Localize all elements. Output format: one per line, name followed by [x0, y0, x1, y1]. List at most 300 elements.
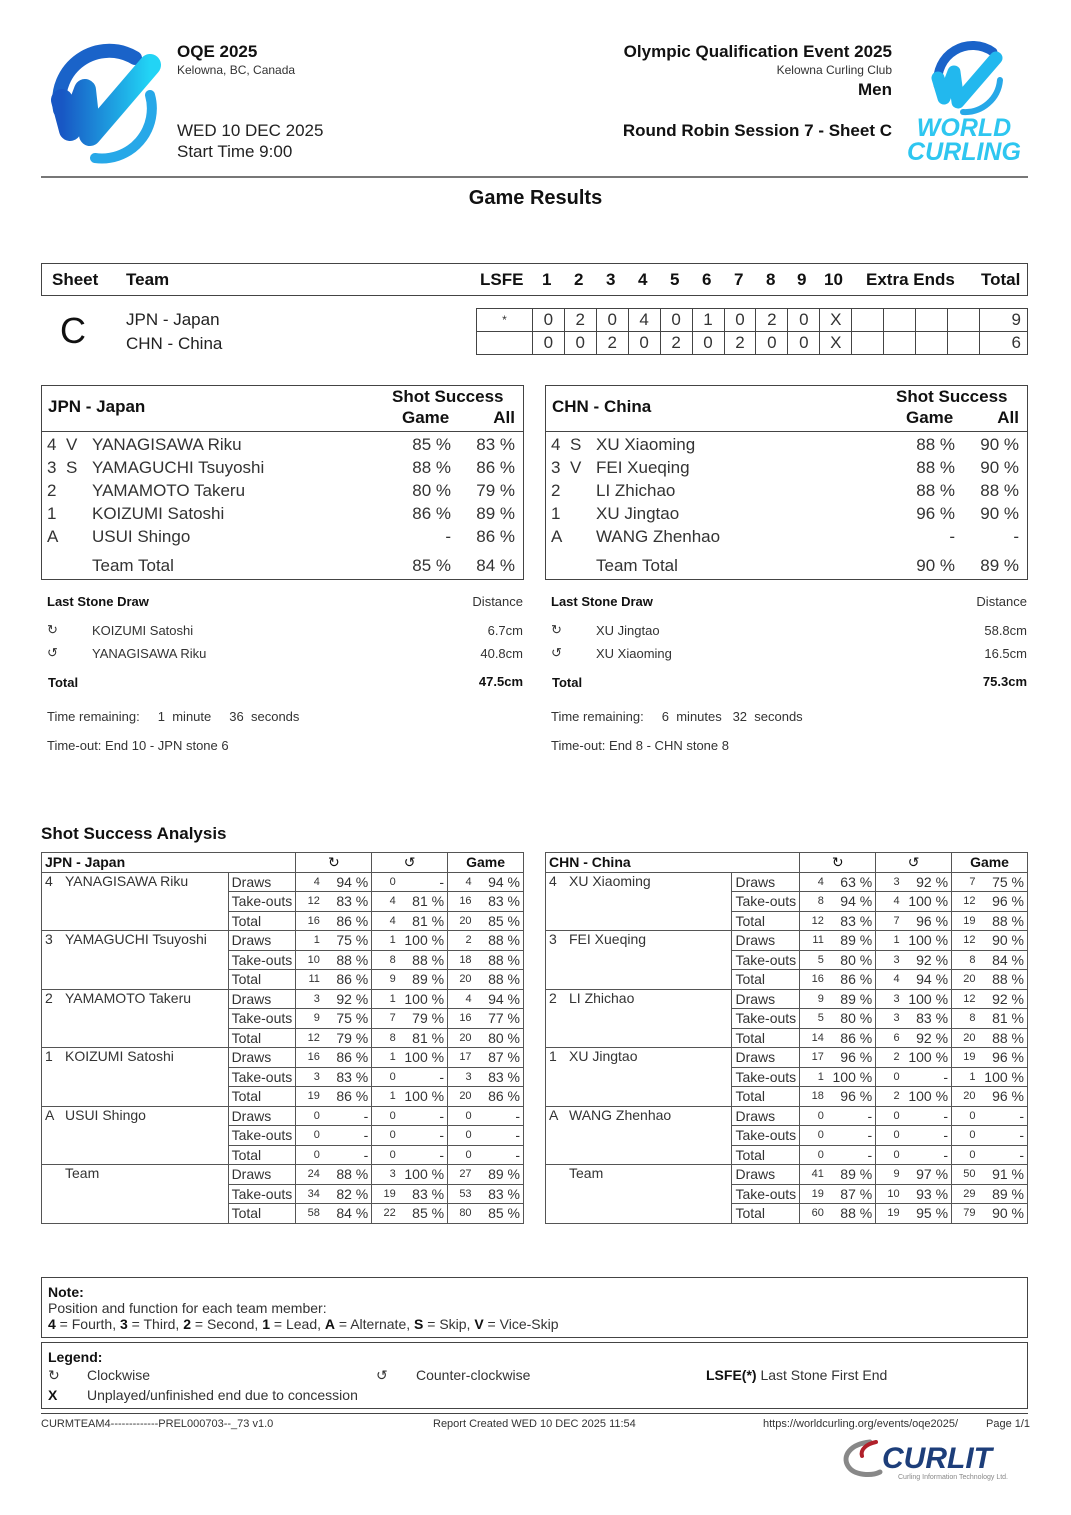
- shot-count: 1: [372, 931, 396, 951]
- shot-pct: 81 %: [976, 1009, 1028, 1029]
- shot-count: 0: [296, 1106, 320, 1126]
- shot-count: 18: [448, 950, 472, 970]
- shot-pct: 84 %: [320, 1204, 372, 1224]
- shot-pct: 100 %: [976, 1067, 1028, 1087]
- ssa-row: [546, 1165, 1028, 1185]
- extra-ends-header: Extra Ends: [866, 270, 955, 289]
- shot-count: 53: [448, 1184, 472, 1204]
- end-header-10: 10: [824, 270, 843, 289]
- shot-pct: 77 %: [472, 1009, 524, 1029]
- game-pct: -: [445, 527, 451, 546]
- all-pct: 90 %: [980, 435, 1019, 454]
- shot-type: Draws: [228, 1106, 296, 1126]
- end-cell: 2: [660, 332, 692, 355]
- shot-pct: 88 %: [976, 970, 1028, 990]
- end-cell: 0: [788, 332, 820, 355]
- shot-pct: -: [396, 1145, 448, 1165]
- shot-count: 1: [372, 1087, 396, 1107]
- shot-pct: 100 %: [396, 1087, 448, 1107]
- total-header: Total: [981, 270, 1021, 289]
- shot-pct: 89 %: [824, 989, 876, 1009]
- shot-pct: 88 %: [976, 1028, 1028, 1048]
- end-header-8: 8: [766, 270, 776, 289]
- shot-count: 14: [800, 1028, 824, 1048]
- shot-count: 12: [296, 1028, 320, 1048]
- team-total-row: [42, 556, 523, 579]
- ssa-row: [42, 872, 524, 892]
- shot-pct: 87 %: [472, 1048, 524, 1068]
- position: A: [551, 527, 563, 546]
- shot-pct: 83 %: [320, 1067, 372, 1087]
- shot-pct: 88 %: [320, 950, 372, 970]
- extra-end-cell: [884, 309, 916, 332]
- player-row: [546, 458, 1027, 481]
- lsd-player: KOIZUMI Satoshi: [92, 623, 194, 638]
- all-pct: -: [1013, 527, 1019, 546]
- team-total-row: [546, 556, 1027, 579]
- shot-pct: 87 %: [824, 1184, 876, 1204]
- game-pct: 90 %: [916, 556, 955, 575]
- lsd-total: 75.3cm: [982, 674, 1027, 689]
- shot-count: 2: [876, 1048, 900, 1068]
- shot-count: 3: [296, 989, 320, 1009]
- legend-title: Legend:: [48, 1349, 103, 1365]
- team-summary-chn: [545, 385, 1028, 580]
- shot-type: Total: [732, 911, 800, 931]
- shot-pct: 96 %: [824, 1087, 876, 1107]
- shot-pct: 92 %: [976, 989, 1028, 1009]
- linescore-row-jpn: [477, 309, 1028, 332]
- position: 3: [47, 458, 57, 477]
- shot-type: Draws: [732, 931, 800, 951]
- note-line1: Position and function for each team member:: [48, 1300, 327, 1316]
- legend-counter-clockwise: Counter-clockwise: [416, 1367, 531, 1383]
- shot-pct: -: [472, 1145, 524, 1165]
- shot-pct: 100 %: [824, 1067, 876, 1087]
- game-pct: 85 %: [412, 435, 451, 454]
- player-name: WANG Zhenhao: [596, 527, 721, 546]
- shot-type: Total: [228, 1204, 296, 1224]
- report-created: Report Created WED 10 DEC 2025 11:54: [433, 1418, 636, 1430]
- shot-count: 0: [876, 1126, 900, 1146]
- note-key: A: [324, 1316, 336, 1332]
- ssa-row: [42, 1165, 524, 1185]
- time-remaining: Time remaining: 6 minutes 32 seconds: [551, 709, 803, 724]
- ssa-player: 1 XU Jingtao: [546, 1048, 732, 1107]
- shot-type: Total: [732, 1204, 800, 1224]
- event-club: Kelowna Curling Club: [776, 63, 892, 77]
- shot-pct: 79 %: [320, 1028, 372, 1048]
- linescore-row-chn: [477, 332, 1028, 355]
- scoreboard-header: [41, 263, 1028, 296]
- ssa-row: [42, 1048, 524, 1068]
- position: 4: [551, 435, 561, 454]
- shot-count: 3: [876, 989, 900, 1009]
- shot-pct: -: [824, 1126, 876, 1146]
- ssa-row: [42, 931, 524, 951]
- shot-count: 9: [372, 970, 396, 990]
- shot-pct: -: [472, 1126, 524, 1146]
- lsd-distance-label: Distance: [472, 594, 523, 609]
- team-header: Team: [126, 270, 170, 289]
- shot-pct: 100 %: [396, 989, 448, 1009]
- end-cell: 0: [788, 309, 820, 332]
- note-desc: = Second,: [190, 1316, 263, 1332]
- player-row: [42, 504, 523, 527]
- shot-count: 19: [952, 911, 976, 931]
- shot-count: 0: [448, 1126, 472, 1146]
- shot-pct: 86 %: [472, 1087, 524, 1107]
- shot-count: 12: [952, 989, 976, 1009]
- player-name: XU Xiaoming: [596, 435, 696, 454]
- shot-pct: 93 %: [900, 1184, 952, 1204]
- shot-count: 0: [296, 1126, 320, 1146]
- position: A: [47, 527, 59, 546]
- legend-x: Unplayed/unfinished end due to concession: [87, 1387, 358, 1403]
- extra-end-cell: [916, 332, 948, 355]
- shot-type: Draws: [228, 1048, 296, 1068]
- shot-type: Take-outs: [228, 1009, 296, 1029]
- shot-pct: 100 %: [900, 1087, 952, 1107]
- shot-count: 11: [296, 970, 320, 990]
- end-cell: 2: [756, 309, 788, 332]
- ssa-player: A WANG Zhenhao: [546, 1106, 732, 1165]
- shot-pct: 100 %: [396, 1048, 448, 1068]
- shot-type: Take-outs: [732, 1184, 800, 1204]
- page-number: Page 1/1: [986, 1418, 1031, 1430]
- shot-pct: 88 %: [320, 1165, 372, 1185]
- timeout-info: Time-out: End 10 - JPN stone 6: [47, 738, 229, 753]
- shot-pct: 86 %: [320, 1087, 372, 1107]
- time-remaining: Time remaining: 1 minute 36 seconds: [47, 709, 300, 724]
- all-col-label: All: [997, 408, 1019, 427]
- end-header-4: 4: [638, 270, 648, 289]
- svg-text:CURLING: CURLING: [907, 138, 1021, 165]
- end-cell: 0: [596, 309, 628, 332]
- shot-pct: 95 %: [900, 1204, 952, 1224]
- ssa-table-chn: [545, 852, 1028, 1224]
- shot-count: 16: [296, 911, 320, 931]
- shot-pct: 88 %: [396, 950, 448, 970]
- shot-count: 3: [448, 1067, 472, 1087]
- player-row: [42, 458, 523, 481]
- ssa-row: [42, 1106, 524, 1126]
- sheet-header: Sheet: [52, 270, 99, 289]
- note-desc: = Lead,: [270, 1316, 325, 1332]
- end-cell: 0: [692, 332, 724, 355]
- shot-type: Take-outs: [732, 1009, 800, 1029]
- shot-type: Total: [732, 1028, 800, 1048]
- ssa-player: Team: [546, 1165, 732, 1224]
- all-pct: 90 %: [980, 504, 1019, 523]
- shot-count: 8: [372, 1028, 396, 1048]
- lsd-total: 47.5cm: [478, 674, 523, 689]
- shot-count: 20: [448, 911, 472, 931]
- player-row: [42, 527, 523, 550]
- shot-type: Take-outs: [732, 1126, 800, 1146]
- shot-count: 3: [296, 1067, 320, 1087]
- game-pct: 86 %: [412, 504, 451, 523]
- shot-count: 79: [952, 1204, 976, 1224]
- position: 2: [551, 481, 561, 500]
- shot-count: 19: [876, 1204, 900, 1224]
- shot-pct: -: [396, 872, 448, 892]
- sheet-letter: C: [60, 310, 86, 351]
- event-url[interactable]: https://worldcurling.org/events/oqe2025/: [763, 1418, 959, 1430]
- shot-count: 80: [448, 1204, 472, 1224]
- shot-pct: 88 %: [472, 950, 524, 970]
- legend-x-key: X: [48, 1387, 58, 1403]
- shot-count: 19: [296, 1087, 320, 1107]
- shot-pct: 83 %: [472, 1067, 524, 1087]
- end-cell: 0: [660, 309, 692, 332]
- shot-pct: 89 %: [396, 970, 448, 990]
- ssa-player: 3 FEI Xueqing: [546, 931, 732, 990]
- shot-pct: 86 %: [824, 1028, 876, 1048]
- shot-count: 0: [372, 1067, 396, 1087]
- shot-count: 1: [952, 1067, 976, 1087]
- shot-count: 7: [876, 911, 900, 931]
- shot-count: 0: [448, 1145, 472, 1165]
- shot-type: Total: [228, 911, 296, 931]
- shot-count: 10: [876, 1184, 900, 1204]
- lsfe-header: LSFE: [480, 270, 524, 289]
- lsd-title: Last Stone Draw: [551, 594, 653, 609]
- shot-pct: -: [396, 1106, 448, 1126]
- shot-type: Draws: [732, 1165, 800, 1185]
- shot-count: 0: [372, 1106, 396, 1126]
- end-cell: X: [820, 309, 852, 332]
- all-pct: 89 %: [476, 504, 515, 523]
- end-header-1: 1: [542, 270, 552, 289]
- report-code: CURMTEAM4-------------PREL000703--_73 v1.0: [41, 1418, 274, 1430]
- end-cell: 4: [628, 309, 660, 332]
- shot-type: Take-outs: [732, 1067, 800, 1087]
- note-box: [41, 1277, 1028, 1338]
- legend-lsfe: LSFE(*) Last Stone First End: [706, 1367, 888, 1383]
- svg-text:Curling Information Technology: Curling Information Technology Ltd.: [898, 1474, 1008, 1481]
- note-desc: = Vice-Skip: [483, 1316, 559, 1332]
- ssa-row: [546, 931, 1028, 951]
- shot-pct: 100 %: [900, 989, 952, 1009]
- svg-text:CURLIT: CURLIT: [882, 1442, 992, 1475]
- session-title: Round Robin Session 7 - Sheet C: [622, 121, 892, 140]
- shot-count: 41: [800, 1165, 824, 1185]
- shot-count: 0: [372, 872, 396, 892]
- shot-count: 50: [952, 1165, 976, 1185]
- shot-pct: -: [320, 1126, 372, 1146]
- shot-count: 1: [296, 931, 320, 951]
- clockwise-icon: ↻: [800, 853, 876, 873]
- shot-type: Total: [228, 1087, 296, 1107]
- shot-type: Draws: [228, 1165, 296, 1185]
- ssa-table-jpn: [41, 852, 524, 1224]
- shot-count: 0: [800, 1106, 824, 1126]
- lsd-distance: 40.8cm: [480, 646, 523, 661]
- shot-pct: 92 %: [900, 1028, 952, 1048]
- shot-pct: 85 %: [472, 1204, 524, 1224]
- ssa-row: [546, 1048, 1028, 1068]
- shot-count: 20: [952, 1028, 976, 1048]
- shot-pct: 81 %: [396, 911, 448, 931]
- player-row: [42, 481, 523, 504]
- end-cell: 2: [724, 332, 756, 355]
- shot-type: Draws: [732, 872, 800, 892]
- position: 1: [551, 504, 561, 523]
- shot-pct: 80 %: [824, 950, 876, 970]
- shot-pct: -: [900, 1067, 952, 1087]
- shot-count: 10: [296, 950, 320, 970]
- player-row: [546, 435, 1027, 458]
- counter-clockwise-icon: ↺: [372, 853, 448, 873]
- lsfe-cell: [477, 332, 533, 355]
- game-pct: 80 %: [412, 481, 451, 500]
- player-name: YAMAGUCHI Tsuyoshi: [92, 458, 265, 477]
- team-name-2: CHN - China: [126, 334, 223, 353]
- shot-pct: 79 %: [396, 1009, 448, 1029]
- all-pct: 88 %: [980, 481, 1019, 500]
- shot-pct: -: [824, 1106, 876, 1126]
- team-total-label: Team Total: [596, 556, 678, 575]
- shot-count: 20: [448, 970, 472, 990]
- lsfe-cell: *: [477, 309, 533, 332]
- shot-count: 19: [952, 1048, 976, 1068]
- player-name: USUI Shingo: [92, 527, 191, 546]
- shot-count: 4: [800, 872, 824, 892]
- shot-type: Take-outs: [228, 892, 296, 912]
- shot-count: 4: [448, 989, 472, 1009]
- shot-pct: 92 %: [320, 989, 372, 1009]
- ssa-player: Team: [42, 1165, 229, 1224]
- end-cell: 2: [596, 332, 628, 355]
- shot-count: 29: [952, 1184, 976, 1204]
- svg-text:WORLD: WORLD: [916, 114, 1012, 142]
- all-pct: 90 %: [980, 458, 1019, 477]
- shot-pct: -: [976, 1126, 1028, 1146]
- ssa-row: [546, 872, 1028, 892]
- shot-pct: 85 %: [472, 911, 524, 931]
- shot-pct: 94 %: [320, 872, 372, 892]
- shot-pct: 92 %: [900, 872, 952, 892]
- shot-success-label: Shot Success: [896, 387, 1008, 406]
- shot-count: 1: [372, 989, 396, 1009]
- all-pct: 83 %: [476, 435, 515, 454]
- end-cell: X: [820, 332, 852, 355]
- shot-pct: -: [900, 1126, 952, 1146]
- shot-pct: 82 %: [320, 1184, 372, 1204]
- shot-pct: -: [976, 1145, 1028, 1165]
- shot-pct: 94 %: [900, 970, 952, 990]
- world-curling-logo: [898, 40, 1030, 165]
- shot-count: 0: [372, 1145, 396, 1165]
- shot-pct: 75 %: [320, 1009, 372, 1029]
- shot-pct: 88 %: [824, 1204, 876, 1224]
- footer-divider: [41, 1413, 1028, 1414]
- shot-pct: 81 %: [396, 1028, 448, 1048]
- shot-pct: 100 %: [900, 892, 952, 912]
- shot-type: Total: [732, 1145, 800, 1165]
- shot-count: 3: [372, 1165, 396, 1185]
- shot-pct: 81 %: [396, 892, 448, 912]
- shot-type: Draws: [228, 989, 296, 1009]
- player-name: KOIZUMI Satoshi: [92, 504, 225, 523]
- shot-pct: 96 %: [900, 911, 952, 931]
- shot-count: 4: [876, 970, 900, 990]
- shot-count: 27: [448, 1165, 472, 1185]
- clockwise-icon: ↻: [48, 1367, 60, 1383]
- shot-pct: -: [900, 1106, 952, 1126]
- lsd-player: XU Jingtao: [596, 623, 660, 638]
- game-pct: 88 %: [916, 458, 955, 477]
- game-pct: 85 %: [412, 556, 451, 575]
- end-cell: 1: [692, 309, 724, 332]
- ssa-title: Shot Success Analysis: [41, 824, 227, 843]
- end-header-6: 6: [702, 270, 712, 289]
- position: 2: [47, 481, 57, 500]
- shot-count: 58: [296, 1204, 320, 1224]
- shot-count: 16: [448, 892, 472, 912]
- shot-success-label: Shot Success: [392, 387, 504, 406]
- shot-count: 8: [372, 950, 396, 970]
- shot-type: Draws: [732, 1106, 800, 1126]
- legend-clockwise: Clockwise: [87, 1367, 151, 1383]
- shot-pct: 94 %: [824, 892, 876, 912]
- ssa-player: 4 YANAGISAWA Riku: [42, 872, 229, 931]
- extra-end-cell: [948, 309, 980, 332]
- lsd-total-label: Total: [552, 675, 583, 690]
- shot-pct: 80 %: [824, 1009, 876, 1029]
- position: 3: [551, 458, 561, 477]
- shot-pct: 96 %: [976, 892, 1028, 912]
- position: 4: [47, 435, 57, 454]
- player-row: [546, 504, 1027, 527]
- end-header-5: 5: [670, 270, 680, 289]
- shot-count: 0: [952, 1145, 976, 1165]
- end-header-3: 3: [606, 270, 616, 289]
- event-category: Men: [858, 80, 892, 99]
- ssa-team-name: JPN - Japan: [42, 853, 296, 873]
- shot-count: 20: [952, 970, 976, 990]
- counter-clockwise-icon: ↺: [551, 645, 562, 660]
- shot-pct: 96 %: [824, 1048, 876, 1068]
- shot-count: 22: [372, 1204, 396, 1224]
- shot-type: Take-outs: [732, 950, 800, 970]
- shot-pct: 100 %: [396, 1165, 448, 1185]
- shot-count: 12: [800, 911, 824, 931]
- shot-pct: 80 %: [472, 1028, 524, 1048]
- shot-count: 2: [876, 1087, 900, 1107]
- lsd-distance-label: Distance: [976, 594, 1027, 609]
- event-short-name: OQE 2025: [177, 42, 258, 61]
- counter-clockwise-icon: ↺: [47, 645, 58, 660]
- ssa-player: 2 YAMAMOTO Takeru: [42, 989, 229, 1048]
- event-date: WED 10 DEC 2025: [177, 121, 324, 140]
- shot-count: 0: [876, 1145, 900, 1165]
- shot-pct: -: [472, 1106, 524, 1126]
- shot-type: Total: [228, 1028, 296, 1048]
- shot-count: 7: [952, 872, 976, 892]
- extra-end-cell: [884, 332, 916, 355]
- shot-count: 12: [952, 892, 976, 912]
- ssa-player: 1 KOIZUMI Satoshi: [42, 1048, 229, 1107]
- shot-type: Total: [732, 970, 800, 990]
- note-key: 2: [183, 1316, 191, 1332]
- shot-count: 0: [952, 1126, 976, 1146]
- game-pct: -: [949, 527, 955, 546]
- function: S: [66, 458, 78, 477]
- shot-count: 17: [800, 1048, 824, 1068]
- curlit-logo: [840, 1438, 1030, 1483]
